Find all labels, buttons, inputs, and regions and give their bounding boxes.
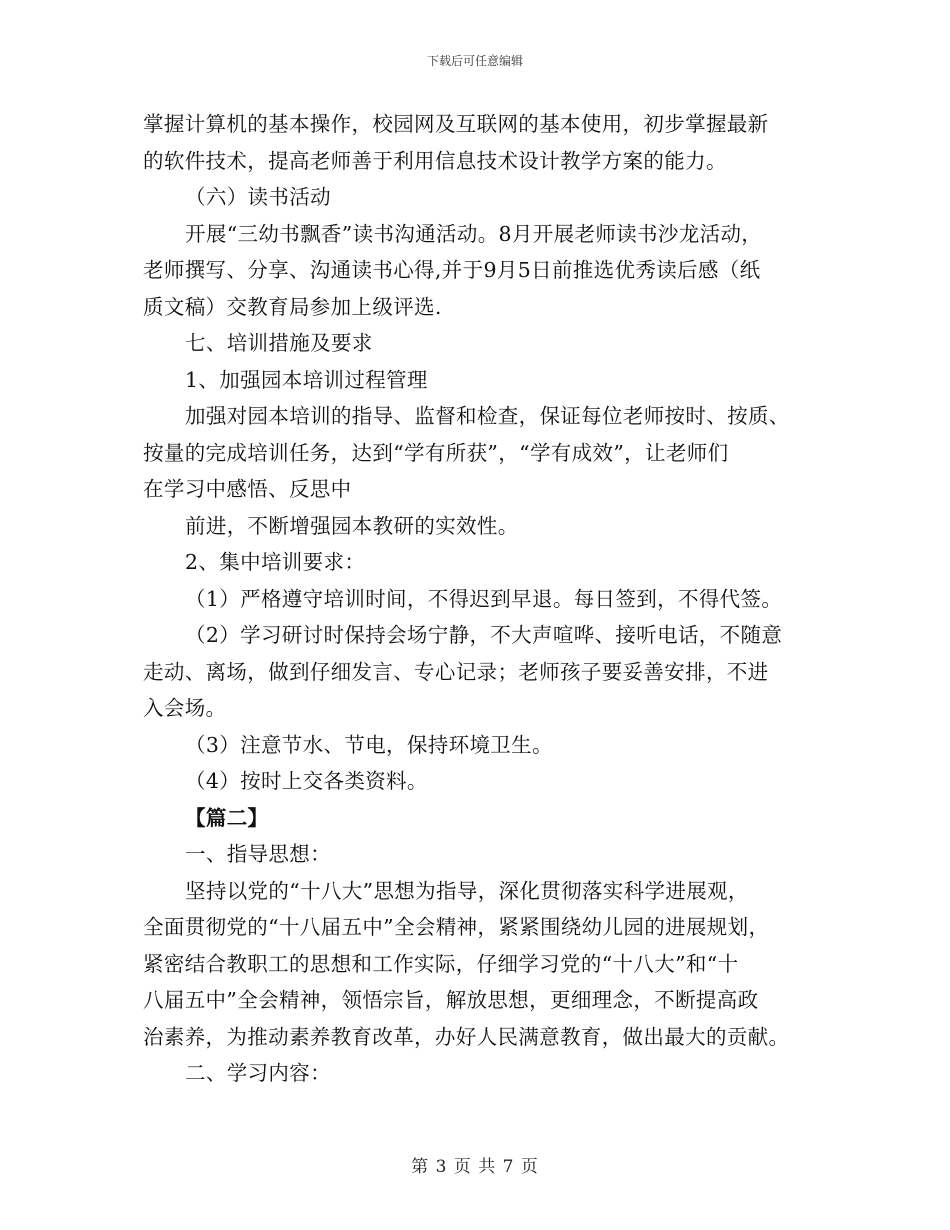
text-line: 加强对园本培训的指导、监督和检查，保证每位老师按时、按质、 — [185, 404, 790, 428]
page-header: 下载后可任意编辑 — [426, 54, 523, 68]
text-line: （2）学习研讨时保持会场宁静，不大声喧哗、接听电话，不随意 — [185, 623, 783, 647]
text-line: 按量的完成培训任务，达到“学有所获”，“学有成效”，让老师们 — [143, 440, 729, 465]
text-line: （3）注意节水、节电，保持环境卫生。 — [185, 732, 553, 757]
text-line: （1）严格遵守培训时间，不得迟到早退。每日签到，不得代签。 — [185, 586, 783, 611]
text-line: 掌握计算机的基本操作，校园网及互联网的基本使用，初步掌握最新 — [143, 112, 769, 136]
text-line: 坚持以党的“十八大”思想为指导，深化贯彻落实科学进展观， — [185, 878, 749, 903]
text-line: 的软件技术，提高老师善于利用信息技术设计教学方案的能力。 — [143, 148, 727, 173]
text-line: 治素养，为推动素养教育改革，办好人民满意教育，做出最大的贡献。 — [143, 1024, 790, 1049]
text-line: 走动、离场，做到仔细发言、专心记录；老师孩子要妥善安排，不进 — [143, 659, 769, 684]
text-line: 八届五中”全会精神，领悟宗旨，解放思想，更细理念，不断提高政 — [143, 988, 759, 1012]
text-line: （六）读书活动 — [185, 185, 331, 209]
text-line: 全面贯彻党的“十八届五中”全会精神，紧紧围绕幼儿园的进展规划， — [143, 915, 770, 939]
text-line: 七、培训措施及要求 — [185, 331, 373, 355]
text-line: 1、加强园本培训过程管理 — [185, 367, 428, 392]
text-line: 入会场。 — [143, 696, 227, 720]
text-line: 一、指导思想： — [185, 842, 331, 866]
text-line: 老师撰写、分享、沟通读书心得,并于9月5日前推选优秀读后感（纸 — [143, 258, 761, 282]
text-line: 质文稿）交教育局参加上级评选. — [143, 294, 442, 319]
text-line: 二、学习内容： — [185, 1061, 331, 1085]
text-line: 开展“三幼书飘香”读书沟通活动。8月开展老师读书沙龙活动， — [185, 221, 763, 246]
text-line: 紧密结合教职工的思想和工作实际，仔细学习党的“十八大”和“十 — [143, 951, 739, 976]
page-footer: 第 3 页 共 7 页 — [411, 1157, 539, 1177]
section-heading: 【篇二】 — [185, 805, 269, 830]
text-line: 2、集中培训要求： — [185, 550, 366, 574]
text-line: 在学习中感悟、反思中 — [143, 477, 352, 501]
text-line: （4）按时上交各类资料。 — [185, 769, 428, 793]
text-line: 前进，不断增强园本教研的实效性。 — [185, 513, 519, 538]
document-body — [143, 106, 813, 1092]
